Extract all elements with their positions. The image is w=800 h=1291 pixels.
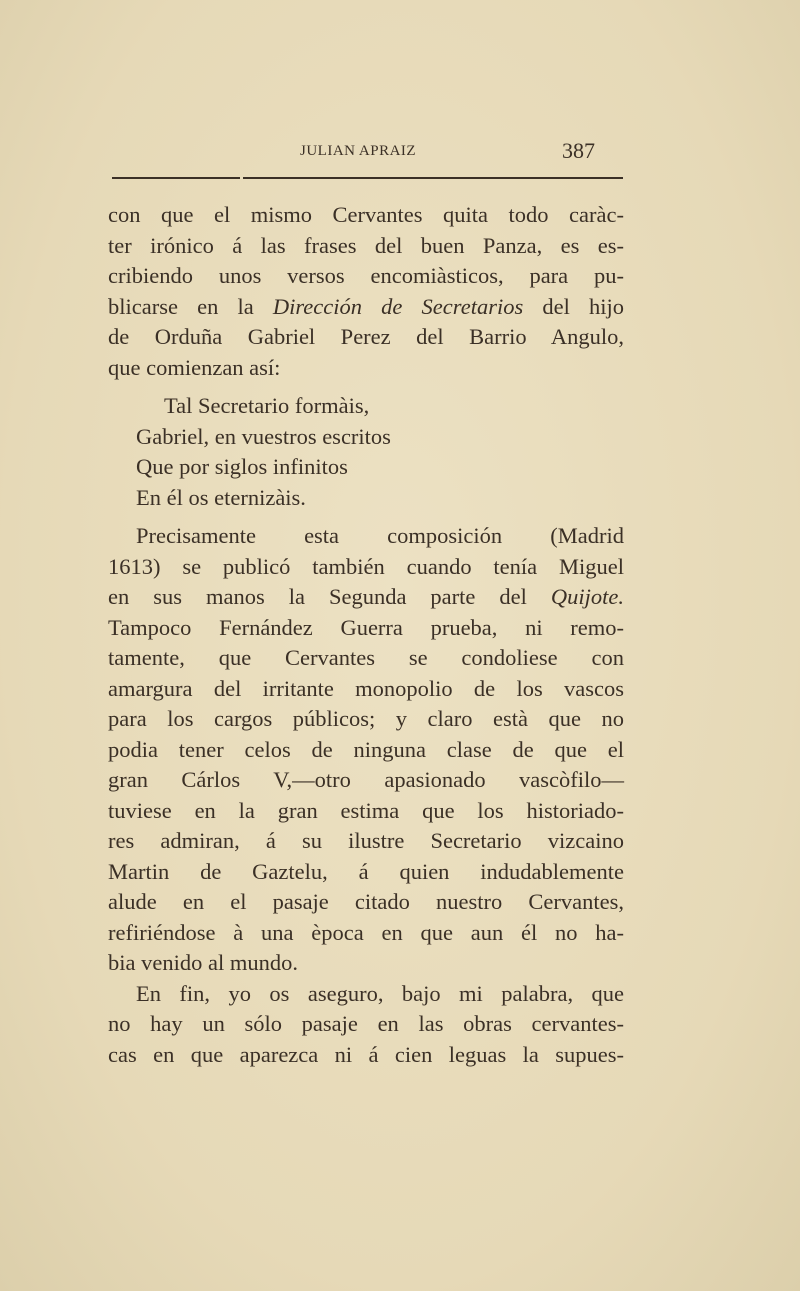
text-line: tuviese en la gran estima que los historiado- [108,797,624,823]
text-line: podia tener celos de ninguna clase de que el [108,736,624,762]
text-line: amargura del irritante monopolio de los vascos [108,675,624,701]
text-line: refiriéndose à una època en que aun él no ha- [108,919,624,945]
page-number: 387 [562,138,595,163]
verse-line: Tal Secretario formàis, [164,393,370,418]
text-segment: del hijo [523,293,625,319]
text-line [108,292,624,323]
header-rule-right [243,177,623,179]
text-line: Precisamente esta composición (Madrid [136,523,624,548]
text-line: tamente, que Cervantes se condoliese con [108,645,624,670]
text-segment: en sus manos la Segunda parte del [108,584,551,609]
text-segment: blicarse en la [108,293,273,319]
text-line: gran Cárlos V,—otro apasionado vascòfilo— [108,767,624,792]
text-line: alude en el pasaje citado nuestro Cervantes, [108,889,624,914]
text-line: ter irónico á las frases del buen Panza, es es- [108,232,624,258]
text-line: En fin, yo os aseguro, bajo mi palabra, que [136,980,624,1006]
verse-line: En él os eternizàis. [136,484,306,510]
verse-line: Que por siglos infinitos [136,454,348,479]
text-line: con que el mismo Cervantes quita todo caràc- [108,202,624,227]
text-line: no hay un sólo pasaje en las obras cervantes- [108,1011,624,1036]
italic-title: Quijote. [550,584,624,609]
text-line: Martin de Gaztelu, á quien indudablemente [108,858,624,884]
text-line: que comienzan así: [108,354,281,380]
text-line: bia venido al mundo. [108,950,298,975]
text-line: cribiendo unos versos encomiàsticos, para pu- [108,263,624,288]
text-line: res admiran, á su ilustre Secretario vizcaino [108,828,624,853]
header-rule-left [112,177,240,179]
text-line: de Orduña Gabriel Perez del Barrio Angulo, [108,324,624,349]
text-line: para los cargos públicos; y claro està que no [108,706,624,731]
running-head: JULIAN APRAIZ [300,143,417,159]
text-line [108,582,624,613]
body-text [108,200,624,1070]
text-line: Tampoco Fernández Guerra prueba, ni remo- [108,614,624,640]
text-line: 1613) se publicó también cuando tenía Miguel [108,553,624,579]
verse-line: Gabriel, en vuestros escritos [136,423,391,449]
text-line: cas en que aparezca ni á cien leguas la supues- [108,1041,624,1067]
italic-title: Dirección de Secretarios [272,293,524,319]
